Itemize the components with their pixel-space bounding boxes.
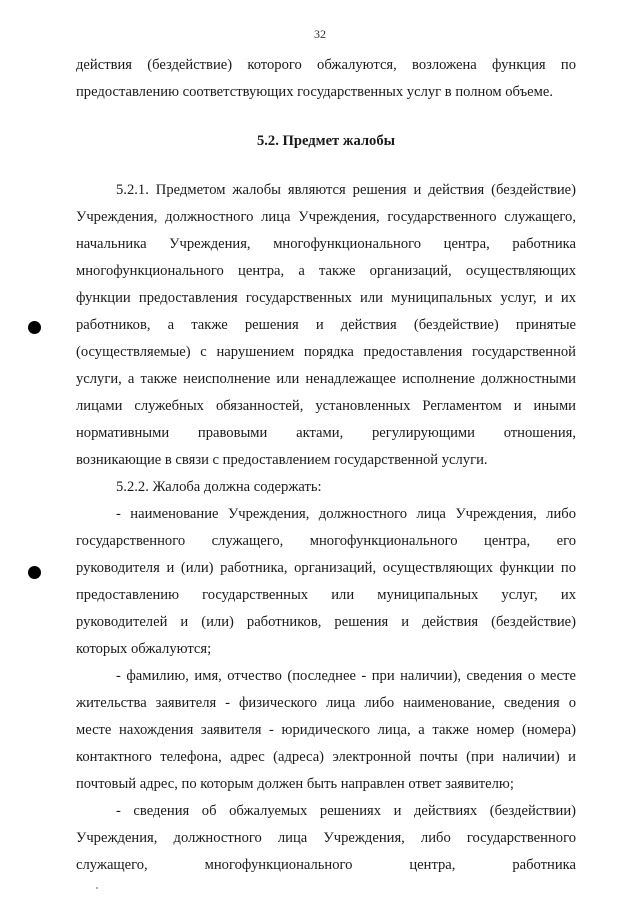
text-line: Учреждения, должностного лица Учреждения, либо государственного <box>76 830 576 846</box>
text-line: нормативными правовыми актами, регулирующими отношения, <box>76 425 576 441</box>
text-line: 5.2.1. Предметом жалобы являются решения и действия (бездействие) <box>116 182 576 198</box>
text-line: жительства заявителя - физического лица либо наименование, сведения о <box>76 695 576 711</box>
paragraph-5-2-2-title: 5.2.2. Жалоба должна содержать: <box>116 479 322 495</box>
text-line: государственного служащего, многофункционального центра, его <box>76 533 576 549</box>
text-line: многофункционального центра, а также организаций, осуществляющих <box>76 263 576 279</box>
paragraph-5-2-1 <box>76 177 576 474</box>
text-line: функции предоставления государственных или муниципальных услуг, и их <box>76 290 576 306</box>
text-line: месте нахождения заявителя - юридического лица, а также номер (номера) <box>76 722 576 738</box>
punch-hole-top <box>28 321 41 334</box>
text-line: работников, а также решения и действия (бездействие) принятые <box>76 317 576 333</box>
list-item <box>76 663 576 798</box>
list-item <box>76 501 576 663</box>
text-line: - фамилию, имя, отчество (последнее - при наличии), сведения о месте <box>116 668 576 684</box>
text-line: руководителя и (или) работника, организаций, осуществляющих функции по <box>76 560 576 576</box>
text-line: предоставлению государственных или муниципальных услуг, их <box>76 587 576 603</box>
text-line: начальника Учреждения, многофункционального центра, работника <box>76 236 576 252</box>
text-line: - наименование Учреждения, должностного лица Учреждения, либо <box>116 506 576 522</box>
list-item <box>76 798 576 879</box>
text-line: руководителей и (или) работников, решения и действия (бездействие) <box>76 614 576 630</box>
text-line: почтовый адрес, по которым должен быть направлен ответ заявителю; <box>76 776 514 792</box>
punch-hole-bottom <box>28 566 41 579</box>
text-line: лицами служебных обязанностей, установленных Регламентом и иными <box>76 398 576 414</box>
page-number: 32 <box>314 27 326 41</box>
text-line: Учреждения, должностного лица Учреждения, государственного служащего, <box>76 209 576 225</box>
text-line: контактного телефона, адрес (адреса) электронной почты (при наличии) и <box>76 749 576 765</box>
text-line: служащего, многофункционального центра, работника <box>76 857 576 873</box>
text-line: услуги, а также неисполнение или ненадлежащее исполнение должностными <box>76 371 576 387</box>
scan-speck <box>96 887 98 889</box>
text-line: предоставлению соответствующих государственных услуг в полном объеме. <box>76 84 553 100</box>
text-line: действия (бездействие) которого обжалуются, возложена функция по <box>76 57 576 73</box>
intro-paragraph <box>76 52 576 106</box>
text-line: которых обжалуются; <box>76 641 212 657</box>
text-line: (осуществляемые) с нарушением порядка предоставления государственной <box>76 344 576 360</box>
text-line: - сведения об обжалуемых решениях и действиях (бездействии) <box>116 803 576 819</box>
section-heading: 5.2. Предмет жалобы <box>256 133 396 149</box>
document-body <box>76 52 576 879</box>
text-line: возникающие в связи с предоставлением государственной услуги. <box>76 452 488 468</box>
